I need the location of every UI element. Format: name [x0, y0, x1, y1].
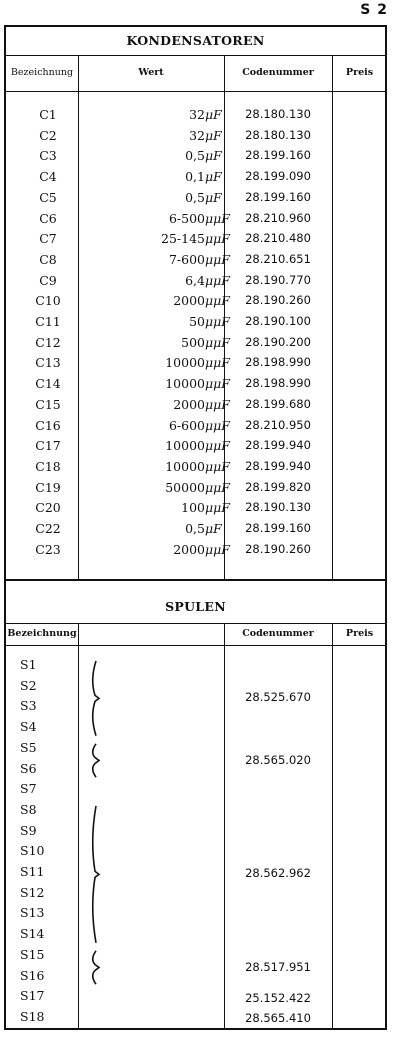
- table-row: [6, 480, 385, 501]
- capacitor-designator: C9: [39, 272, 57, 288]
- capacitor-unit: μμF: [205, 251, 230, 267]
- capacitor-value: 6,4: [185, 272, 205, 288]
- capacitor-code: 28.210.960: [245, 210, 311, 225]
- parts-list-frame: [4, 25, 387, 1030]
- capacitor-value: 10000: [165, 458, 205, 474]
- capacitor-code: 28.180.130: [245, 127, 311, 142]
- spulen-header-preis: Preis: [345, 628, 374, 639]
- capacitor-unit: μμF: [205, 210, 230, 226]
- capacitor-value: 2000: [173, 293, 205, 309]
- table-row: [6, 397, 385, 418]
- capacitor-designator: C1: [39, 107, 57, 122]
- table-row: [6, 211, 385, 232]
- spulen-header-codenummer: Codenummer: [242, 628, 314, 639]
- capacitor-value: 500: [181, 334, 205, 350]
- coil-code: 28.525.670: [245, 690, 311, 705]
- table-row: [6, 418, 385, 439]
- coil-designator: S16: [20, 967, 45, 983]
- capacitor-value: 7-600: [168, 251, 205, 267]
- capacitor-value: 0,5: [185, 521, 205, 536]
- list-item: [6, 657, 385, 678]
- capacitor-code: 28.210.480: [245, 231, 311, 246]
- capacitor-value: 50: [189, 314, 205, 329]
- capacitor-value: 25-145: [161, 231, 205, 247]
- table-row: [6, 314, 385, 335]
- capacitor-value: 10000: [165, 438, 205, 454]
- capacitor-value: 2000: [173, 541, 205, 557]
- capacitor-unit: μμF: [205, 231, 230, 247]
- capacitor-value: 6-600: [168, 417, 205, 433]
- table-row: [6, 107, 385, 128]
- capacitor-code: 28.199.160: [245, 521, 311, 535]
- capacitor-code: 28.199.160: [245, 189, 311, 204]
- list-item: [6, 926, 385, 947]
- table-row: [6, 252, 385, 273]
- capacitor-code: 28.190.200: [245, 334, 311, 349]
- capacitor-unit: μμF: [205, 541, 230, 557]
- table-row: [6, 273, 385, 294]
- header-codenummer: Codenummer: [242, 67, 314, 78]
- capacitor-value: 0,5: [185, 148, 205, 164]
- section-divider: [6, 579, 385, 581]
- capacitor-designator: C20: [35, 500, 61, 516]
- capacitor-code: 28.190.260: [245, 541, 311, 556]
- coil-designator: S14: [20, 926, 45, 942]
- capacitor-designator: C6: [39, 210, 57, 226]
- capacitor-unit: μμF: [205, 314, 230, 329]
- coil-designator: S9: [20, 822, 37, 838]
- header-preis: Preis: [345, 67, 374, 78]
- capacitor-designator: C23: [35, 541, 61, 557]
- table-row: [6, 376, 385, 397]
- spulen-title: SPULEN: [165, 599, 226, 614]
- capacitor-designator: C18: [35, 458, 61, 474]
- table-row: [6, 459, 385, 480]
- capacitor-unit: μμF: [205, 334, 230, 350]
- capacitor-designator: C14: [35, 376, 61, 392]
- coil-designator: S6: [20, 760, 37, 776]
- capacitor-code: 28.210.950: [245, 417, 311, 432]
- capacitor-designator: C3: [39, 148, 57, 164]
- divider: [6, 645, 385, 646]
- list-item: [6, 843, 385, 864]
- coil-designator: S12: [20, 884, 45, 900]
- list-item: [6, 719, 385, 740]
- coil-designator: S3: [20, 698, 37, 714]
- table-row: [6, 438, 385, 459]
- table-row: [6, 521, 385, 542]
- capacitor-value: 2000: [173, 396, 205, 412]
- capacitor-code: 28.190.100: [245, 314, 311, 328]
- capacitor-code: 28.199.940: [245, 438, 311, 453]
- coil-designator: S18: [20, 1008, 45, 1024]
- table-row: [6, 542, 385, 563]
- coil-designator: S8: [20, 801, 37, 817]
- capacitor-designator: C16: [35, 417, 61, 433]
- coil-designator: S7: [20, 781, 37, 797]
- capacitor-value: 100: [181, 500, 205, 516]
- table-row: [6, 335, 385, 356]
- capacitor-unit: μμF: [205, 293, 230, 309]
- capacitor-value: 32: [189, 127, 205, 143]
- capacitor-value: 6-500: [168, 210, 205, 226]
- coil-code: 25.152.422: [245, 990, 311, 1005]
- capacitor-designator: C7: [39, 231, 57, 247]
- capacitor-designator: C4: [39, 169, 57, 185]
- capacitor-designator: C22: [35, 521, 61, 536]
- table-row: [6, 190, 385, 211]
- list-item: [6, 802, 385, 823]
- coil-code: 28.517.951: [245, 959, 311, 974]
- coil-designator: S17: [20, 988, 45, 1004]
- capacitor-code: 28.199.680: [245, 396, 311, 411]
- list-item: [6, 781, 385, 802]
- capacitor-designator: C12: [35, 334, 61, 350]
- table-row: [6, 500, 385, 521]
- list-item: [6, 823, 385, 844]
- capacitor-value: 0,1: [185, 169, 205, 185]
- capacitor-unit: μμF: [205, 479, 230, 495]
- capacitor-unit: μμF: [205, 376, 230, 392]
- kondensatoren-title: KONDENSATOREN: [126, 33, 265, 48]
- header-wert: Wert: [138, 67, 164, 78]
- table-row: [6, 128, 385, 149]
- capacitor-code: 28.198.990: [245, 355, 311, 370]
- capacitor-unit: μμF: [205, 355, 230, 371]
- capacitor-designator: C13: [35, 355, 61, 371]
- divider: [6, 55, 385, 56]
- capacitor-value: 0,5: [185, 189, 205, 205]
- capacitor-unit: μμF: [205, 417, 230, 433]
- capacitor-designator: C5: [39, 189, 57, 205]
- page-id: S 2: [360, 2, 388, 18]
- capacitor-unit: μμF: [205, 438, 230, 454]
- capacitor-designator: C15: [35, 396, 61, 412]
- coil-designator: S5: [20, 739, 37, 755]
- table-row: [6, 293, 385, 314]
- capacitor-unit: μμF: [205, 396, 230, 412]
- capacitor-value: 10000: [165, 355, 205, 371]
- capacitor-code: 28.198.990: [245, 376, 311, 391]
- coil-designator: S15: [20, 946, 45, 962]
- capacitor-code: 28.199.160: [245, 148, 311, 163]
- capacitor-designator: C17: [35, 438, 61, 454]
- capacitor-unit: μF: [205, 169, 222, 185]
- coil-designator: S2: [20, 677, 37, 693]
- coil-code: 28.565.020: [245, 752, 311, 767]
- capacitor-designator: C11: [35, 314, 61, 329]
- capacitor-unit: μμF: [205, 272, 230, 288]
- capacitor-unit: μF: [205, 107, 222, 122]
- divider: [6, 623, 385, 624]
- capacitor-unit: μμF: [205, 458, 230, 474]
- coil-designator: S11: [20, 864, 45, 879]
- capacitor-code: 28.190.130: [245, 500, 311, 515]
- capacitor-code: 28.190.770: [245, 272, 311, 287]
- capacitor-unit: μF: [205, 189, 222, 205]
- coil-code: 28.562.962: [245, 866, 311, 881]
- capacitor-value: 10000: [165, 376, 205, 392]
- capacitor-unit: μF: [205, 127, 222, 143]
- divider: [6, 91, 385, 92]
- capacitor-value: 32: [189, 107, 205, 122]
- table-row: [6, 231, 385, 252]
- capacitor-code: 28.180.130: [245, 107, 311, 121]
- list-item: [6, 905, 385, 926]
- spulen-header-bezeichnung: Bezeichnung: [7, 628, 77, 639]
- table-row: [6, 148, 385, 169]
- capacitor-code: 28.199.940: [245, 458, 311, 473]
- table-row: [6, 355, 385, 376]
- coil-designator: S10: [20, 843, 45, 859]
- coil-designator: S13: [20, 905, 45, 921]
- capacitor-code: 28.199.820: [245, 479, 311, 494]
- capacitor-code: 28.210.651: [245, 251, 311, 266]
- capacitor-code: 28.199.090: [245, 169, 311, 184]
- capacitor-unit: μF: [205, 148, 222, 164]
- coil-designator: S4: [20, 719, 37, 735]
- capacitor-unit: μμF: [205, 500, 230, 516]
- capacitor-designator: C2: [39, 127, 57, 143]
- capacitor-designator: C10: [35, 293, 61, 309]
- coil-designator: S1: [20, 657, 37, 672]
- capacitor-code: 28.190.260: [245, 293, 311, 308]
- table-row: [6, 169, 385, 190]
- coil-code: 28.565.410: [245, 1011, 311, 1026]
- capacitor-designator: C19: [35, 479, 61, 495]
- capacitor-unit: μF: [205, 521, 222, 536]
- list-item: [6, 885, 385, 906]
- capacitor-designator: C8: [39, 251, 57, 267]
- header-bezeichnung: Bezeichnung: [10, 67, 74, 78]
- capacitor-value: 50000: [165, 479, 205, 495]
